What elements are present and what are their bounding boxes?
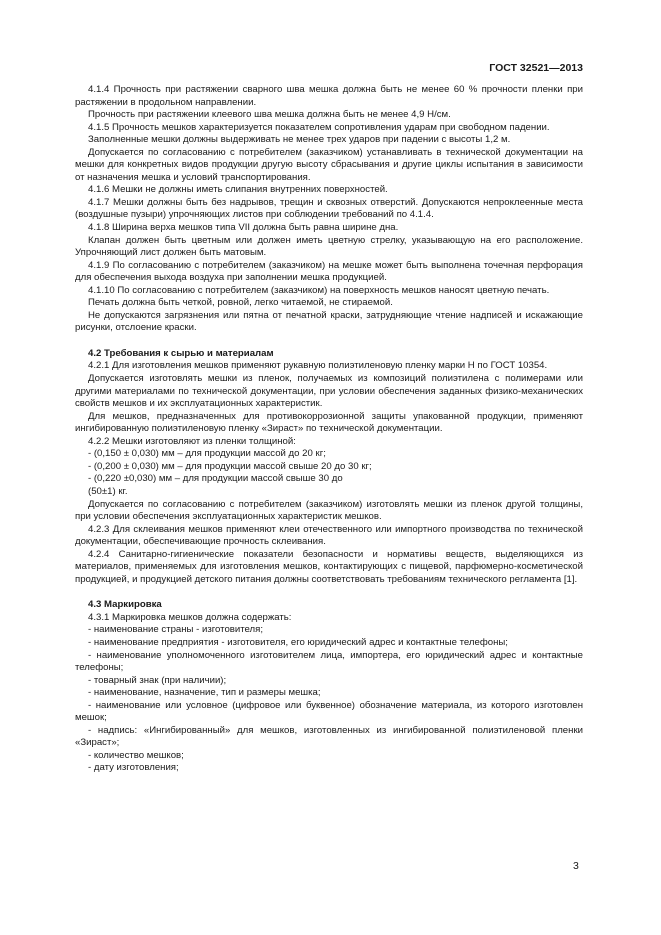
paragraph: Не допускаются загрязнения или пятна от печатной краски, затрудняющие чтение надписей и искажающие рисунки, отслоение краски.: [75, 309, 583, 334]
paragraph: - дату изготовления;: [88, 762, 179, 774]
paragraph: Печать должна быть четкой, ровной, легко читаемой, не стираемой.: [88, 297, 393, 309]
paragraph: - (0,220 ±0,030) мм – для продукции массой свыше 30 до: [88, 473, 343, 485]
document-header: ГОСТ 32521—2013: [489, 62, 583, 74]
paragraph: 4.3.1 Маркировка мешков должна содержать:: [88, 611, 292, 623]
paragraph: - количество мешков;: [88, 749, 184, 761]
paragraph: - наименование, назначение, тип и размеры мешка;: [88, 687, 321, 699]
paragraph: Заполненные мешки должны выдерживать не менее трех ударов при падении с высоты 1,2 м.: [88, 134, 511, 146]
section-gap: [75, 586, 583, 599]
paragraph: - (0,150 ± 0,030) мм – для продукции массой до 20 кг;: [88, 448, 326, 460]
paragraph: - товарный знак (при наличии);: [88, 674, 227, 686]
paragraph: 4.1.10 По согласованию с потребителем (заказчиком) на поверхность мешков наносят цветную печать.: [88, 284, 550, 296]
paragraph: Для мешков, предназначенных для противокоррозионной защиты упакованной продукции, применяют ингибированную полиэтиленовую пленку «Зираст» по технической документации.: [75, 410, 583, 435]
paragraph: 4.2.2 Мешки изготовляют из пленки толщиной:: [88, 435, 296, 447]
document-body: [75, 84, 583, 775]
section-heading: 4.3 Маркировка: [88, 599, 162, 611]
paragraph: - наименование или условное (цифровое или буквенное) обозначение материала, из которого изготовлен мешок;: [75, 699, 583, 724]
paragraph: - (0,200 ± 0,030) мм – для продукции массой свыше 20 до 30 кг;: [88, 460, 372, 472]
paragraph: Допускается по согласованию с потребителем (заказчиком) устанавливать в технической документации на мешки для конкретных видов продукции другую высоту сбрасывания и другие циклы испытания в зависимости от назначения мешка и условий транспортирования.: [75, 146, 583, 183]
paragraph: 4.1.7 Мешки должны быть без надрывов, трещин и сквозных отверстий. Допускаются непроклеенные места (воздушные пузыри) упрочняющих листов при соблюдении требований по 4.1.4.: [75, 196, 583, 221]
paragraph: Допускается по согласованию с потребителем (заказчиком) изготовлять мешки из пленок другой толщины, при условии обеспечения эксплуатационных характеристик мешков.: [75, 498, 583, 523]
section-heading: 4.2 Требования к сырью и материалам: [88, 347, 274, 359]
paragraph: Клапан должен быть цветным или должен иметь цветную стрелку, указывающую на его расположение. Упрочняющий лист должен быть матовым.: [75, 234, 583, 259]
paragraph: - наименование страны - изготовителя;: [88, 624, 263, 636]
paragraph: Допускается изготовлять мешки из пленок, получаемых из композиций полиэтилена с полимерами или другими материалами по технической документации, при условии обеспечения заданных физико-механических свойств мешков и их эксплуатационных характеристик.: [75, 373, 583, 410]
paragraph: 4.1.9 По согласованию с потребителем (заказчиком) на мешке может быть выполнена точечная перфорация для обеспечения выхода воздуха при заполнении мешка продукцией.: [75, 259, 583, 284]
paragraph: (50±1) кг.: [88, 485, 128, 497]
paragraph: - надпись: «Ингибированный» для мешков, изготовленных из ингибированной полиэтиленовой пленки «Зираст»;: [75, 724, 583, 749]
paragraph: 4.2.4 Санитарно-гигиенические показатели безопасности и нормативы веществ, выделяющихся из материалов, применяемых для изготовления мешков, контактирующих с пищевой, парфюмерно-косметической продукцией, и продукцией детского питания должны соответствовать требованиям технического регламента [1].: [75, 548, 583, 585]
paragraph: - наименование предприятия - изготовителя, его юридический адрес и контактные телефоны;: [88, 636, 508, 648]
paragraph: - наименование уполномоченного изготовителем лица, импортера, его юридический адрес и контактные телефоны;: [75, 649, 583, 674]
paragraph: 4.1.5 Прочность мешков характеризуется показателем сопротивления ударам при свободном падении.: [88, 121, 550, 133]
paragraph: 4.1.4 Прочность при растяжении сварного шва мешка должна быть не менее 60 % прочности пленки при растяжении в продольном направлении.: [75, 84, 583, 108]
paragraph: 4.1.8 Ширина верха мешков типа VII должна быть равна ширине дна.: [88, 222, 399, 234]
paragraph: 4.2.1 Для изготовления мешков применяют рукавную полиэтиленовую пленку марки Н по ГОСТ 10354.: [88, 360, 548, 372]
paragraph: 4.2.3 Для склеивания мешков применяют клеи отечественного или импортного производства по технической документации, обеспечивающие прочность склеивания.: [75, 523, 583, 548]
section-gap: [75, 335, 583, 348]
paragraph: Прочность при растяжении клеевого шва мешка должна быть не менее 4,9 Н/см.: [88, 109, 451, 121]
paragraph: 4.1.6 Мешки не должны иметь слипания внутренних поверхностей.: [88, 184, 388, 196]
page-number: 3: [573, 860, 579, 872]
